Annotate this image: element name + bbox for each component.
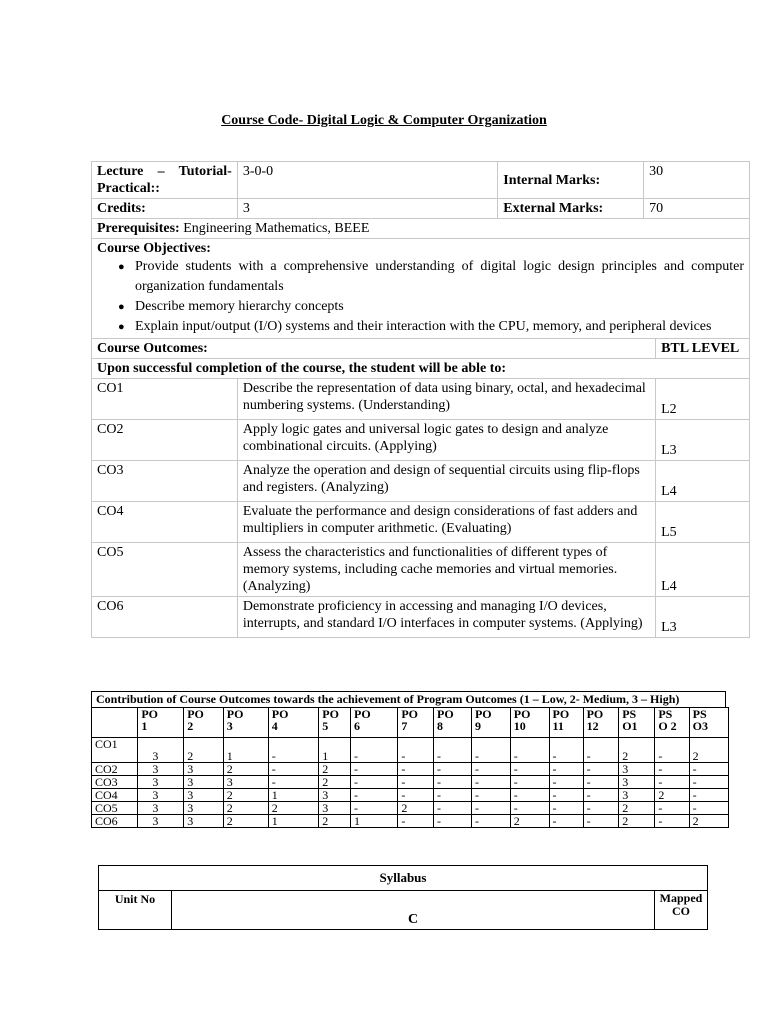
po-row-co: CO3 [92,776,138,789]
po-value-cell: - [510,789,549,802]
po-value-cell: - [398,815,434,828]
po-value-cell: 2 [319,763,351,776]
po-value-cell: - [583,802,619,815]
po-header-line2: 5 [322,719,329,733]
po-value-cell: - [350,776,397,789]
po-value-cell: 3 [138,815,184,828]
ltp-value: 3-0-0 [237,162,497,199]
po-value-cell: 1 [223,738,268,763]
internal-marks-label: Internal Marks: [498,162,644,199]
po-row [92,738,729,763]
po-value-cell: - [689,763,728,776]
po-value-cell: - [433,789,471,802]
po-header-line1: PO [187,707,204,721]
po-value-cell: 3 [319,789,351,802]
po-value-cell: - [583,776,619,789]
po-value-cell: - [655,763,689,776]
po-value-cell: - [433,738,471,763]
po-value-cell: 1 [350,815,397,828]
outcome-level: L3 [656,420,750,461]
po-value-cell: 3 [619,789,655,802]
outcome-row [92,502,750,543]
ltp-label: Lecture – Tutorial-Practical:: [92,162,238,199]
course-details-table [91,161,750,638]
po-value-cell: - [549,738,583,763]
po-value-cell: 2 [689,738,728,763]
po-value-cell: 3 [619,763,655,776]
unit-no-header: Unit No [99,891,172,930]
po-header-line2: 12 [586,719,599,733]
po-header-line1: PO [353,707,371,721]
po-value-cell: - [689,789,728,802]
po-value-cell: - [268,763,318,776]
outcome-row [92,379,750,420]
po-header-line2: O1 [622,719,638,733]
po-value-cell: - [510,802,549,815]
po-value-cell: - [510,763,549,776]
btl-level-label: BTL LEVEL [656,339,750,359]
prerequisites-label: Prerequisites: [97,221,180,236]
outcome-text: Assess the characteristics and functionalities of different types of memory systems, including cache memories and virtual memories. (Analyzing) [237,543,655,597]
outcome-code: CO3 [92,461,238,502]
po-value-cell: - [549,776,583,789]
po-header-line2: 10 [513,719,526,733]
outcome-level: L2 [656,379,750,420]
po-value-cell: - [398,776,434,789]
po-row-co: CO2 [92,763,138,776]
po-header-line2: O 2 [658,719,677,733]
objectives-label: Course Objectives: [97,241,211,256]
po-value-cell: - [350,738,397,763]
po-value-cell: - [583,738,619,763]
po-value-cell: - [398,763,434,776]
po-value-cell: - [471,776,510,789]
po-header-cell [689,708,728,738]
po-header-line2: 3 [226,719,233,733]
po-value-cell: 3 [223,776,268,789]
credits-label: Credits: [92,199,238,219]
po-value-cell: 3 [184,763,224,776]
po-value-cell: 2 [223,802,268,815]
credits-value: 3 [237,199,497,219]
outcome-code: CO4 [92,502,238,543]
po-header-line1: PO [226,707,244,721]
po-value-cell: - [549,763,583,776]
po-row [92,802,729,815]
po-value-cell: 3 [138,789,184,802]
po-value-cell: 2 [268,802,318,815]
syllabus-table [98,865,708,930]
po-value-cell: 2 [319,815,351,828]
objective-item: ● Provide students with a comprehensive understanding of digital logic design principles and computer organization fundamentals [135,257,744,297]
po-header-cell [184,708,224,738]
po-header-line2: 11 [552,719,564,733]
po-value-cell: 2 [223,815,268,828]
po-header-line1: PS [692,707,707,721]
po-value-cell: 2 [619,815,655,828]
po-header-line2: 7 [401,719,408,733]
po-header-cell [583,708,619,738]
po-value-cell: - [583,789,619,802]
po-value-cell: 2 [398,802,434,815]
outcome-row [92,543,750,597]
po-value-cell: - [268,738,318,763]
outcome-row [92,420,750,461]
po-value-cell: - [471,763,510,776]
po-row [92,776,729,789]
po-value-cell: - [433,776,471,789]
po-header-cell [138,708,184,738]
po-row-co: CO4 [92,789,138,802]
po-header-line2: 9 [474,719,481,733]
po-header-cell [655,708,689,738]
outcome-text: Demonstrate proficiency in accessing and managing I/O devices, interrupts, and standard I/O interfaces in computer systems. (Applying) [237,597,655,638]
po-value-cell: - [471,738,510,763]
outcome-row [92,461,750,502]
po-row-co: CO6 [92,815,138,828]
po-header-cell [471,708,510,738]
page-title: Course Code- Digital Logic & Computer Organization [221,113,547,128]
po-header-line2: 4 [271,719,278,733]
po-header-cell [619,708,655,738]
po-value-cell: - [583,763,619,776]
outcome-level: L4 [656,543,750,597]
po-header-line1: PO [586,707,604,721]
external-marks-value: 70 [644,199,750,219]
po-header-line2: 2 [187,719,194,733]
po-header-cell [350,708,397,738]
po-value-cell: - [549,802,583,815]
po-header-line1: PS [622,707,637,721]
po-value-cell: 3 [184,802,224,815]
mapped-co-header: Mapped CO [655,891,708,930]
po-header-line1: PO [474,707,492,721]
course-outcomes-label: Course Outcomes: [92,339,656,359]
outcome-code: CO1 [92,379,238,420]
po-value-cell: - [510,738,549,763]
po-value-cell: 3 [184,815,224,828]
po-value-cell: - [583,815,619,828]
po-value-cell: 3 [619,776,655,789]
po-value-cell: - [471,802,510,815]
po-header-cell [433,708,471,738]
po-value-cell: 2 [655,789,689,802]
po-value-cell: 3 [184,789,224,802]
po-value-cell: - [433,815,471,828]
po-value-cell: 3 [138,738,184,763]
po-value-cell: 3 [319,802,351,815]
upon-completion-label: Upon successful completion of the course, the student will be able to: [92,359,750,379]
po-value-cell: - [433,802,471,815]
po-header-cell [398,708,434,738]
outcome-level: L3 [656,597,750,638]
po-value-cell: 2 [184,738,224,763]
po-value-cell: - [350,802,397,815]
po-value-cell: 1 [268,789,318,802]
po-value-cell: - [471,815,510,828]
syllabus-content-header: C [172,891,655,930]
po-row-co: CO5 [92,802,138,815]
po-header-line1: PO [513,707,531,721]
po-header-line1: PO [552,707,570,721]
po-value-cell: - [549,789,583,802]
po-header-row [92,708,729,738]
po-value-cell: - [549,815,583,828]
po-value-cell: 2 [619,738,655,763]
po-row [92,789,729,802]
po-header-line1: PS [658,707,673,721]
po-value-cell: 2 [223,789,268,802]
po-value-cell: 3 [138,763,184,776]
po-value-cell: 1 [319,738,351,763]
po-header-line1: PO [322,707,339,721]
po-header-cell [319,708,351,738]
po-header-line1: PO [401,707,419,721]
outcome-code: CO6 [92,597,238,638]
po-value-cell: - [471,789,510,802]
po-value-cell: - [433,763,471,776]
po-header-line2: 6 [353,719,360,733]
po-value-cell: - [268,776,318,789]
po-header-line2: 1 [141,719,148,733]
po-value-cell: 2 [319,776,351,789]
po-value-cell: - [655,776,689,789]
po-value-cell: 2 [619,802,655,815]
po-value-cell: - [655,815,689,828]
objectives-cell [92,239,750,339]
po-value-cell: 3 [184,776,224,789]
external-marks-label: External Marks: [498,199,644,219]
objective-item: ● Describe memory hierarchy concepts [135,297,744,317]
po-header-line1: PO [271,707,289,721]
prerequisites-row [92,219,750,239]
po-value-cell: - [398,789,434,802]
objective-item: ● Explain input/output (I/O) systems and their interaction with the CPU, memory, and peripheral devices [135,317,744,337]
prerequisites-value: Engineering Mathematics, BEEE [183,221,370,236]
outcome-level: L5 [656,502,750,543]
po-value-cell: 1 [268,815,318,828]
internal-marks-value: 30 [644,162,750,199]
po-value-cell: - [655,802,689,815]
outcome-code: CO2 [92,420,238,461]
contribution-caption: Contribution of Course Outcomes towards the achievement of Program Outcomes (1 – Low, 2- Medium, 3 – High) [91,691,726,708]
po-row [92,763,729,776]
outcome-text: Analyze the operation and design of sequential circuits using flip-flops and registers. (Analyzing) [237,461,655,502]
outcome-text: Describe the representation of data using binary, octal, and hexadecimal numbering systems. (Understanding) [237,379,655,420]
po-row [92,815,729,828]
po-header-line1: PO [436,707,454,721]
po-header-cell [510,708,549,738]
po-header-cell [223,708,268,738]
po-mapping-table [91,707,729,828]
po-header-line2: 8 [436,719,443,733]
po-row-co: CO1 [92,738,138,763]
po-value-cell: - [350,763,397,776]
po-value-cell: - [689,802,728,815]
po-header-cell [268,708,318,738]
outcome-text: Apply logic gates and universal logic gates to design and analyze combinational circuits. (Applying) [237,420,655,461]
po-value-cell: 3 [138,776,184,789]
po-header-line2: O3 [692,719,708,733]
po-value-cell: - [655,738,689,763]
po-value-cell: 2 [689,815,728,828]
po-header-line1: PO [141,707,158,721]
syllabus-title: Syllabus [99,866,708,891]
po-value-cell: - [510,776,549,789]
outcome-text: Evaluate the performance and design considerations of fast adders and multipliers in computer arithmetic. (Evaluating) [237,502,655,543]
po-value-cell: - [398,738,434,763]
outcome-row [92,597,750,638]
objectives-list [97,257,744,337]
po-header-cell [92,708,138,738]
po-value-cell: 2 [223,763,268,776]
po-value-cell: - [350,789,397,802]
po-value-cell: 3 [138,802,184,815]
po-value-cell: - [689,776,728,789]
outcome-code: CO5 [92,543,238,597]
po-header-cell [549,708,583,738]
outcome-level: L4 [656,461,750,502]
po-value-cell: 2 [510,815,549,828]
